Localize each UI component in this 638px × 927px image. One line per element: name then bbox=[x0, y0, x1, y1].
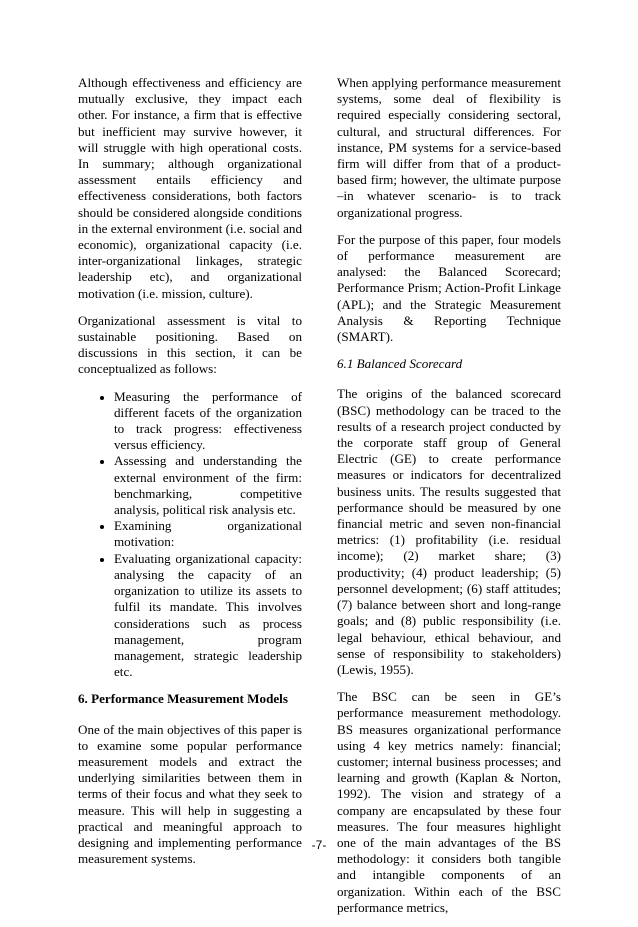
body-paragraph: One of the main objectives of this paper is to examine some popular performance measurement models and extract the underlying similarities between them in terms of their focus and what they seek to measure. This will help in suggesting a practical and meaningful approach to designing and implementing performance measurement systems. bbox=[78, 721, 302, 867]
body-paragraph: Organizational assessment is vital to sustainable positioning. Based on discussions in this section, it can be conceptualized as follows: bbox=[78, 312, 302, 377]
subsection-heading: 6.1 Balanced Scorecard bbox=[337, 356, 463, 372]
body-paragraph: The BSC can be seen in GE’s performance measurement methodology. BS measures organizational performance using 4 key metrics namely: financial; customer; internal business processes; and learning and growth (Kaplan & Norton, 1992). The vision and strategy of a company are encapsulated by these four measures. The four measures highlight one of the main advantages of the BS methodology: it considers both tangible and intangible components of an organization. Within each of the BSC performance metrics, bbox=[337, 689, 561, 915]
body-paragraph: When applying performance measurement systems, some deal of flexibility is required especially considering sectoral, cultural, and structural differences. For instance, PM systems for a service-based firm will differ from that of a product-based firm; however, the ultimate purpose –in whatever scenario- is to track organizational progress. bbox=[337, 75, 561, 220]
list-item: • Examining organizational motivation: bbox=[114, 518, 302, 550]
left-column bbox=[78, 75, 302, 878]
page-number: -7- bbox=[311, 838, 327, 852]
list-item: • Measuring the performance of different facets of the organization to track progress: effectiveness versus efficiency. bbox=[114, 389, 302, 454]
body-paragraph: Although effectiveness and efficiency are mutually exclusive, they impact each other. For instance, a firm that is effective but inefficient may survive however, it will struggle with high operational costs. In summary; although organizational assessment entails efficiency and effectiveness considerations, both factors should be considered alongside conditions in the external environment (i.e. social and economic), organizational capacity (i.e. inter-organizational linkages, strategic leadership etc), and organizational motivation (i.e. mission, culture). bbox=[78, 75, 302, 301]
list-item: • Evaluating organizational capacity: analysing the capacity of an organization to utilize its assets to fulfil its mandate. This involves considerations such as process management, program management, strategic leadership etc. bbox=[114, 551, 302, 681]
body-paragraph: The origins of the balanced scorecard (BSC) methodology can be traced to the results of a research project conducted by the corporate staff group of General Electric (GE) to create performance measures or indicators for decentralized business units. The results suggested that performance should be measured by one financial metric and seven non-financial metrics: (1) profitability (i.e. residual income); (2) market share; (3) productivity; (4) product leadership; (5) personnel development; (6) staff attitudes; (7) balance between short and long-range goals; and (8) public responsibility (i.e. legal behaviour, ethical behaviour, and sense of responsibility to stakeholders) (Lewis, 1955). bbox=[337, 386, 561, 677]
section-heading: 6. Performance Measurement Models bbox=[78, 691, 288, 707]
body-paragraph: For the purpose of this paper, four models of performance measurement are analysed: the Balanced Scorecard; Performance Prism; Action-Profit Linkage (APL); and the Strategic Measurement Analysis & Reporting Technique (SMART). bbox=[337, 231, 561, 345]
bullet-list bbox=[78, 389, 302, 681]
right-column bbox=[337, 75, 561, 927]
list-item: • Assessing and understanding the external environment of the firm: benchmarking, competitive analysis, political risk analysis etc. bbox=[114, 453, 302, 518]
